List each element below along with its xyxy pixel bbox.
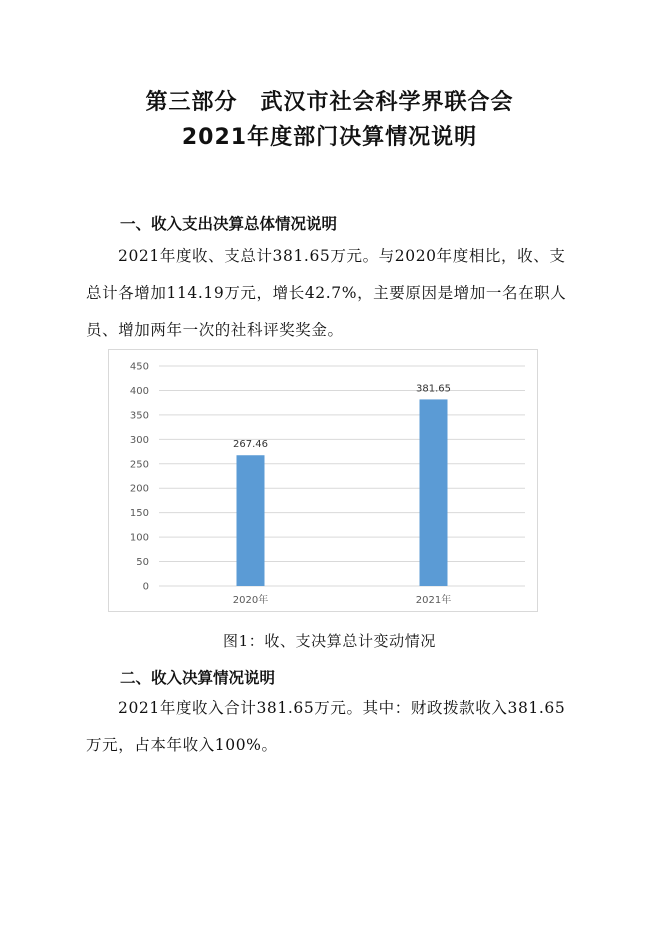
y-tick-label: 0 xyxy=(142,581,149,593)
bar xyxy=(237,455,265,586)
y-tick-label: 100 xyxy=(129,532,149,544)
bar-chart xyxy=(108,349,538,612)
section1-paragraph: 2021年度收、支总计381.65万元。与2020年度相比，收、支总计各增加114.19万元，增长42.7%，主要原因是增加一名在职人员、增加两年一次的社科评奖奖金。 xyxy=(86,247,567,339)
y-tick-label: 200 xyxy=(129,483,149,495)
y-tick-label: 400 xyxy=(129,385,149,397)
section2-paragraph: 2021年度收入合计381.65万元。其中：财政拨款收入381.65万元，占本年收入100%。 xyxy=(86,699,566,754)
y-tick-label: 450 xyxy=(129,361,149,373)
figure-caption: 图1：收、支决算总计变动情况 xyxy=(223,632,436,650)
bar-value-label: 267.46 xyxy=(233,439,268,451)
y-tick-label: 150 xyxy=(129,508,149,520)
x-tick-label: 2020年 xyxy=(232,595,269,606)
bar-value-label: 381.65 xyxy=(416,383,451,395)
y-tick-label: 300 xyxy=(129,434,149,446)
y-tick-label: 50 xyxy=(136,557,149,569)
bar-chart-svg xyxy=(109,350,537,611)
document-title-line2: 2021年度部门决算情况说明 xyxy=(181,125,478,150)
section2-heading: 二、收入决算情况说明 xyxy=(120,669,276,687)
bar xyxy=(420,399,448,586)
y-tick-label: 350 xyxy=(129,410,149,422)
x-tick-label: 2021年 xyxy=(415,595,452,606)
section1-heading: 一、收入支出决算总体情况说明 xyxy=(120,215,338,233)
document-title-line1: 第三部分 武汉市社会科学界联合会 xyxy=(145,90,514,115)
y-tick-label: 250 xyxy=(129,459,149,471)
